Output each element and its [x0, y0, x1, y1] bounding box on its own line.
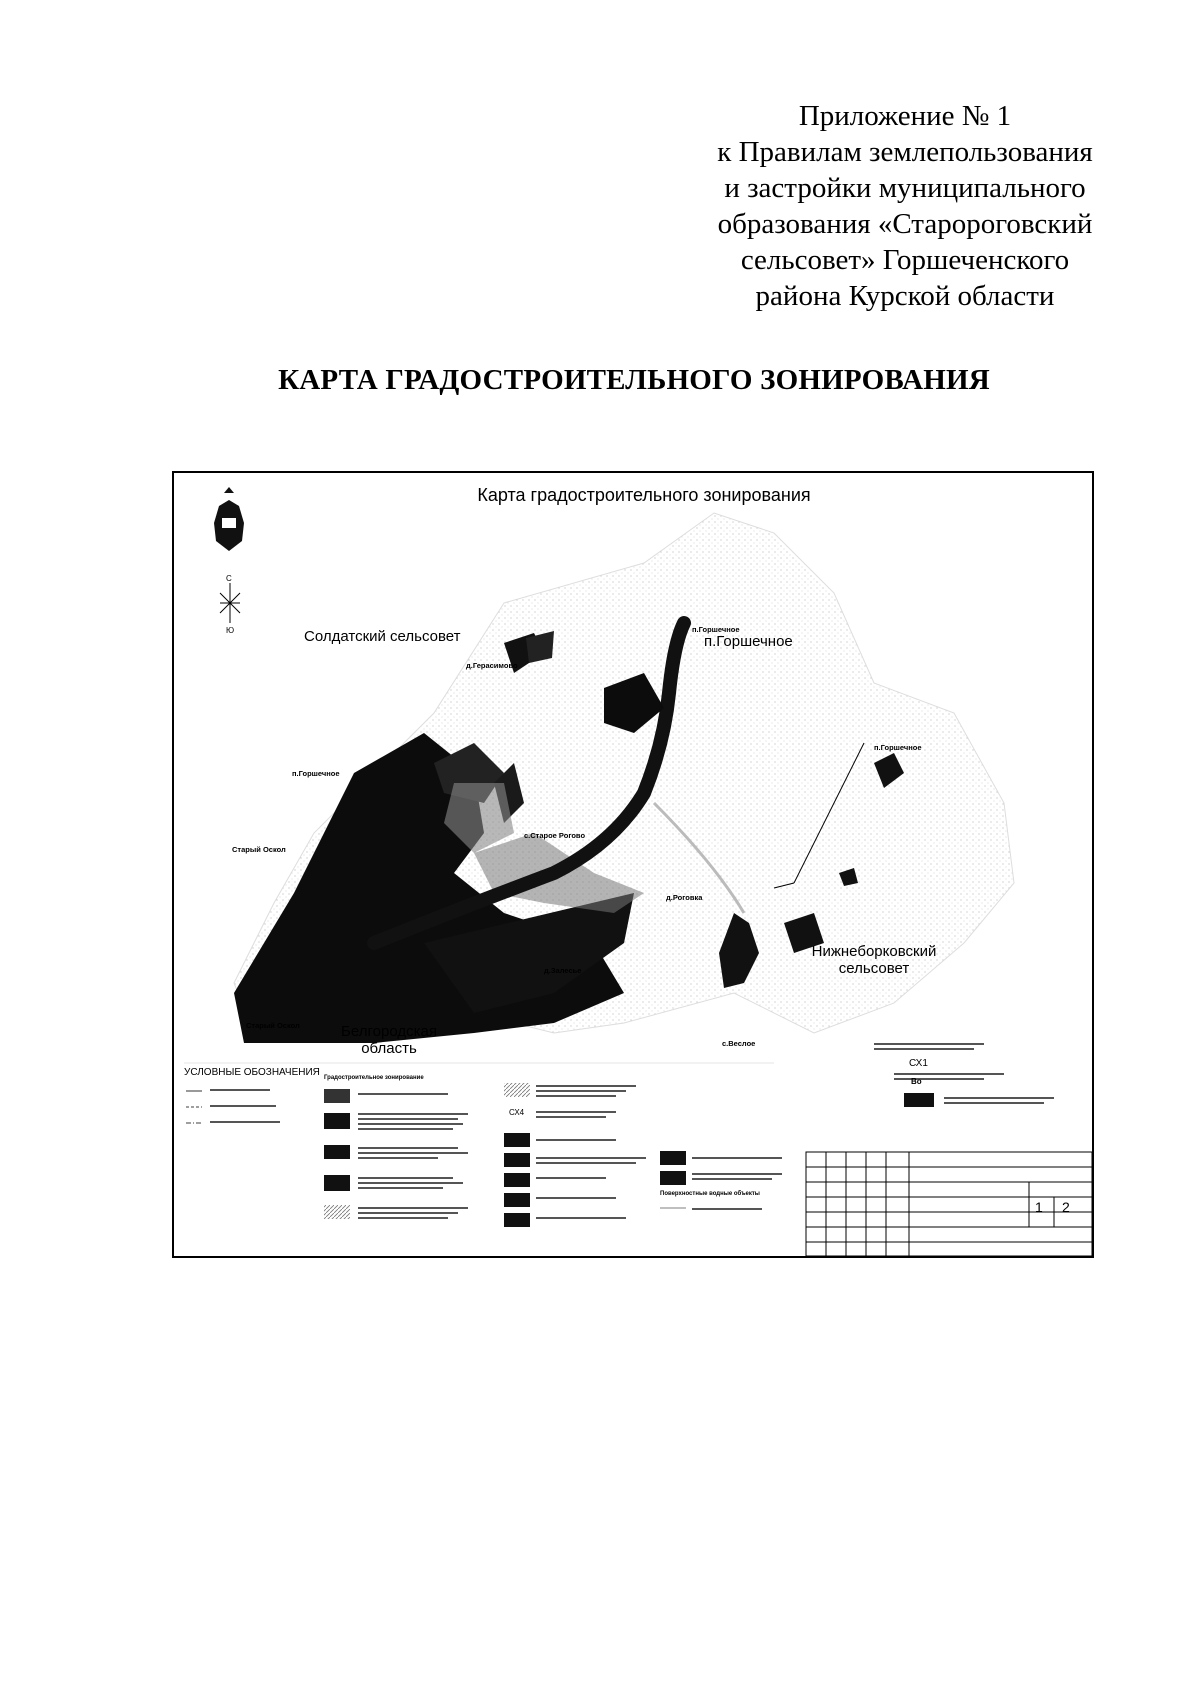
zoning-map	[172, 471, 1094, 1258]
label-stary-oskol-1: Старый Оскол	[232, 845, 286, 854]
coat-of-arms-icon	[214, 487, 244, 551]
label-belgorodskaya: Белгородская область	[341, 1023, 437, 1057]
legend-cx4: СХ4	[509, 1108, 525, 1117]
label-starye-rogovo: с.Старое Рогово	[524, 831, 586, 840]
label-nizhneborkovsky: Нижнеборковский сельсовет	[811, 943, 937, 977]
map-graphic	[174, 473, 1092, 1256]
label-gorshechnoe-top: п.Горшечное	[692, 625, 740, 634]
label-gorshechnoe: п.Горшечное	[704, 633, 793, 650]
appendix-line: образования «Старороговский	[717, 208, 1093, 240]
svg-text:С: С	[226, 574, 232, 583]
appendix-line: Приложение № 1	[798, 100, 1012, 132]
stamp-sheets: 2	[1062, 1199, 1070, 1215]
legend-cx1: СХ1	[909, 1058, 928, 1069]
label-gorshechnoe-left: п.Горшечное	[292, 769, 340, 778]
appendix-line: и застройки муниципального	[724, 172, 1086, 204]
label-stary-oskol-2: Старый Оскол	[246, 1021, 300, 1030]
legend-water-title: Поверхностные водные объекты	[660, 1191, 760, 1197]
stamp-sheet: 1	[1035, 1199, 1043, 1215]
legend-zoning-title: Градостроительное зонирование	[324, 1075, 424, 1081]
legend-title: УСЛОВНЫЕ ОБОЗНАЧЕНИЯ	[184, 1067, 320, 1078]
svg-text:Ю: Ю	[226, 626, 235, 635]
label-rogovka: д.Роговка	[666, 893, 703, 902]
label-soldatsky: Солдатский сельсовет	[304, 628, 461, 645]
document-title: КАРТА ГРАДОСТРОИТЕЛЬНОГО ЗОНИРОВАНИЯ	[278, 364, 990, 396]
appendix-line: района Курской области	[755, 280, 1055, 312]
map-title: Карта градостроительного зонирования	[477, 485, 811, 505]
appendix-line: к Правилам землепользования	[717, 136, 1093, 168]
label-veslo: с.Веслое	[722, 1039, 756, 1048]
legend-vo: Во	[911, 1077, 922, 1086]
label-gerasimovo: д.Герасимово	[466, 661, 518, 670]
appendix-line: сельсовет» Горшеченского	[740, 244, 1070, 276]
north-arrow-icon	[220, 574, 240, 635]
label-gorshechnoe-right: п.Горшечное	[874, 743, 922, 752]
appendix-note	[690, 98, 1120, 314]
title-block	[806, 1152, 1092, 1256]
label-zalesie: д.Залесье	[544, 966, 582, 975]
